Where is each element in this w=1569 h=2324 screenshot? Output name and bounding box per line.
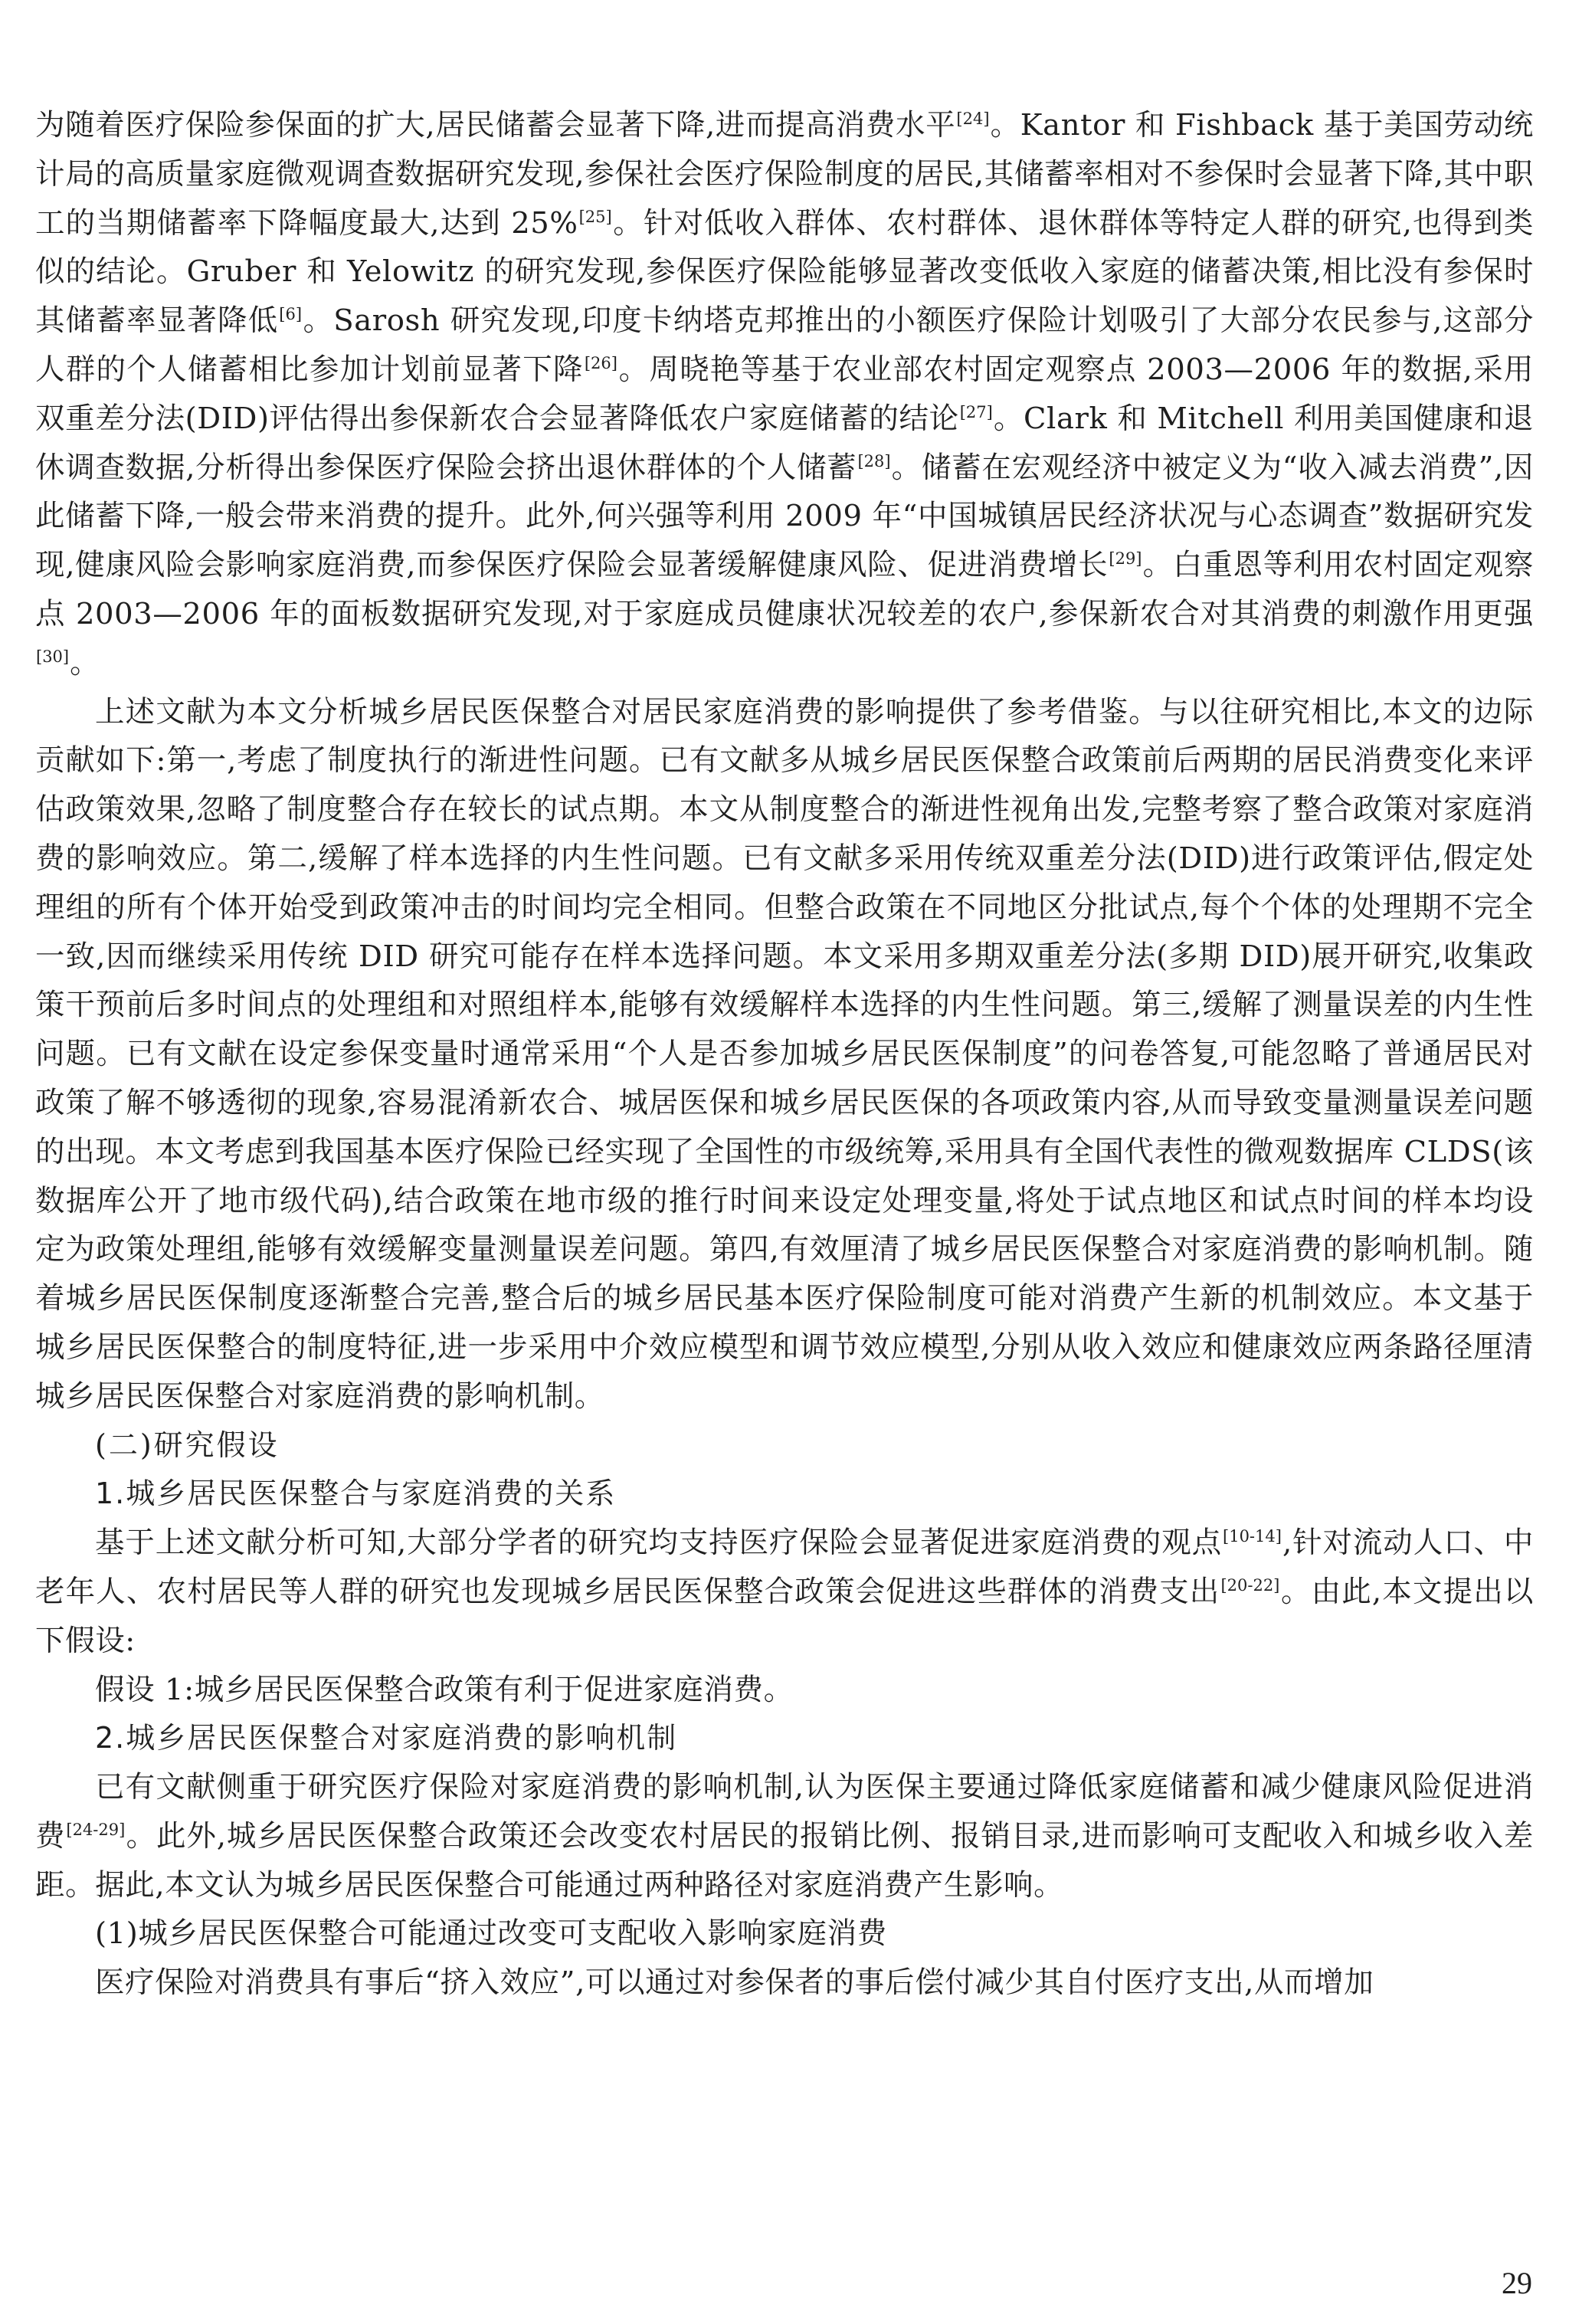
text-run: 为随着医疗保险参保面的扩大,居民储蓄会显著下降,进而提高消费水平 xyxy=(35,108,956,143)
paragraph-crowding-in-effect xyxy=(35,1959,1534,2008)
text-run: 。此外,城乡居民医保整合政策还会改变农村居民的报销比例、报销目录,进而影响可支配收入和城乡收入差距。据此,本文认为城乡居民医保整合可能通过两种路径对家庭消费产生影响。 xyxy=(35,1818,1535,1903)
citation-ref: [27] xyxy=(959,402,993,421)
text-run: 。周晓艳等基于农业部农村固定观察点 2003—2006 年的数据,采用双重差分法(DID)评估得出参保新农合会显著降低农户家庭储蓄的结论 xyxy=(35,352,1534,436)
text-run: 。Sarosh 研究发现,印度卡纳塔克邦推出的小额医疗保险计划吸引了大部分农民参与,这部分人群的个人储蓄相比参加计划前显著下降 xyxy=(35,303,1534,387)
text-run: 医疗保险对消费具有事后“挤入效应”,可以通过对参保者的事后偿付减少其自付医疗支出,从而增加 xyxy=(95,1965,1374,2001)
text-run: 。储蓄在宏观经济中被定义为“收入减去消费”,因此储蓄下降,一般会带来消费的提升。此外,何兴强等利用 2009 年“中国城镇居民经济状况与心态调查”数据研究发现,健康风险会影响家庭消费,而参保医疗保险会显著缓解健康风险、促进消费增长 xyxy=(35,450,1535,583)
section-heading-research-hypotheses xyxy=(35,1421,1534,1470)
text-run: (1)城乡居民医保整合可能通过改变可支配收入影响家庭消费 xyxy=(95,1916,887,1952)
page-number: 29 xyxy=(1502,2266,1532,2300)
citation-ref: [29] xyxy=(1109,549,1142,569)
mechanism-item-1-title xyxy=(35,1909,1534,1959)
citation-ref: [24] xyxy=(956,110,990,129)
text-run: 。白重恩等利用农村固定观察点 2003—2006 年的面板数据研究发现,对于家庭成员健康状况较差的农户,参保新农合对其消费的刺激作用更强 xyxy=(35,548,1534,631)
article-body xyxy=(35,101,1534,2008)
text-run: 。Kantor 和 Fishback 基于美国劳动统计局的高质量家庭微观调查数据研究发现,参保社会医疗保险制度的居民,其储蓄率相对不参保时会显著下降,其中职工的当期储蓄率下降幅度最大,达到 25% xyxy=(35,108,1534,241)
citation-ref: [28] xyxy=(857,451,891,470)
text-run: 假设 1:城乡居民医保整合政策有利于促进家庭消费。 xyxy=(95,1672,794,1707)
text-run: 2.城乡居民医保整合对家庭消费的影响机制 xyxy=(95,1721,678,1755)
text-run: 。 xyxy=(70,645,100,680)
citation-ref: [10-14] xyxy=(1223,1527,1282,1546)
text-run: ,针对流动人口、中老年人、农村居民等人群的研究也发现城乡居民医保整合政策会促进这些群体的消费支出 xyxy=(35,1526,1535,1609)
citation-ref: [30] xyxy=(36,647,70,666)
paragraph-literature-review xyxy=(35,101,1534,688)
citation-ref: [6] xyxy=(279,305,303,324)
text-run: 。Clark 和 Mitchell 利用美国健康和退休调查数据,分析得出参保医疗保险会挤出退休群体的个人储蓄 xyxy=(35,401,1534,485)
text-run: (二)研究假设 xyxy=(95,1428,280,1462)
subheading-integration-and-consumption xyxy=(35,1470,1534,1519)
paragraph-mechanism xyxy=(35,1763,1534,1909)
text-run: 上述文献为本文分析城乡居民医保整合对居民家庭消费的影响提供了参考借鉴。与以往研究相比,本文的边际贡献如下:第一,考虑了制度执行的渐进性问题。已有文献多从城乡居民医保整合政策前后两期的居民消费变化来评估政策效果,忽略了制度整合存在较长的试点期。本文从制度整合的渐进性视角出发,完整考察了整合政策对家庭消费的影响效应。第二,缓解了样本选择的内生性问题。已有文献多采用传统双重差分法(DID)进行政策评估,假定处理组的所有个体开始受到政策冲击的时间均完全相同。但整合政策在不同地区分批试点,每个个体的处理期不完全一致,因而继续采用传统 DID 研究可能存在样本选择问题。本文采用多期双重差分法(多期 DID)展开研究,收集政策干预前后多时间点的处理组和对照组样本,能够有效缓解样本选择的内生性问题。第三,缓解了测量误差的内生性问题。已有文献在设定参保变量时通常采用“个人是否参加城乡居民医保制度”的问卷答复,可能忽略了普通居民对政策了解不够透彻的现象,容易混淆新农合、城居医保和城乡居民医保的各项政策内容,从而导致变量测量误差问题的出现。本文考虑到我国基本医疗保险已经实现了全国性的市级统筹,采用具有全国代表性的微观数据库 CLDS(该数据库公开了地市级代码),结合政策在地市级的推行时间来设定处理变量,将处于试点地区和试点时间的样本均设定为政策处理组,能够有效缓解变量测量误差问题。第四,有效厘清了城乡居民医保整合对家庭消费的影响机制。随着城乡居民医保制度逐渐整合完善,整合后的城乡居民基本医疗保险制度可能对消费产生新的机制效应。本文基于城乡居民医保整合的制度特征,进一步采用中介效应模型和调节效应模型,分别从收入效应和健康效应两条路径厘清城乡居民医保整合对家庭消费的影响机制。 xyxy=(35,694,1534,1414)
paragraph-contributions xyxy=(35,688,1534,1421)
text-run: 已有文献侧重于研究医疗保险对家庭消费的影响机制,认为医保主要通过降低家庭储蓄和减少健康风险促进消费 xyxy=(35,1770,1534,1854)
citation-ref: [26] xyxy=(584,354,617,373)
text-run: 1.城乡居民医保整合与家庭消费的关系 xyxy=(95,1477,617,1511)
hypothesis-1 xyxy=(35,1666,1534,1715)
text-run: 。由此,本文提出以下假设: xyxy=(35,1574,1535,1658)
text-run: 基于上述文献分析可知,大部分学者的研究均支持医疗保险会显著促进家庭消费的观点 xyxy=(95,1526,1223,1561)
text-run: 。针对低收入群体、农村群体、退休群体等特定人群的研究,也得到类似的结论。Gruber 和 Yelowitz 的研究发现,参保医疗保险能够显著改变低收入家庭的储蓄决策,相比没有参保时其储蓄率显著降低 xyxy=(35,205,1534,339)
citation-ref: [25] xyxy=(578,207,612,226)
citation-ref: [24-29] xyxy=(66,1821,126,1840)
citation-ref: [20-22] xyxy=(1220,1576,1280,1595)
paragraph-hypothesis-basis xyxy=(35,1519,1534,1665)
subheading-mechanism xyxy=(35,1714,1534,1763)
